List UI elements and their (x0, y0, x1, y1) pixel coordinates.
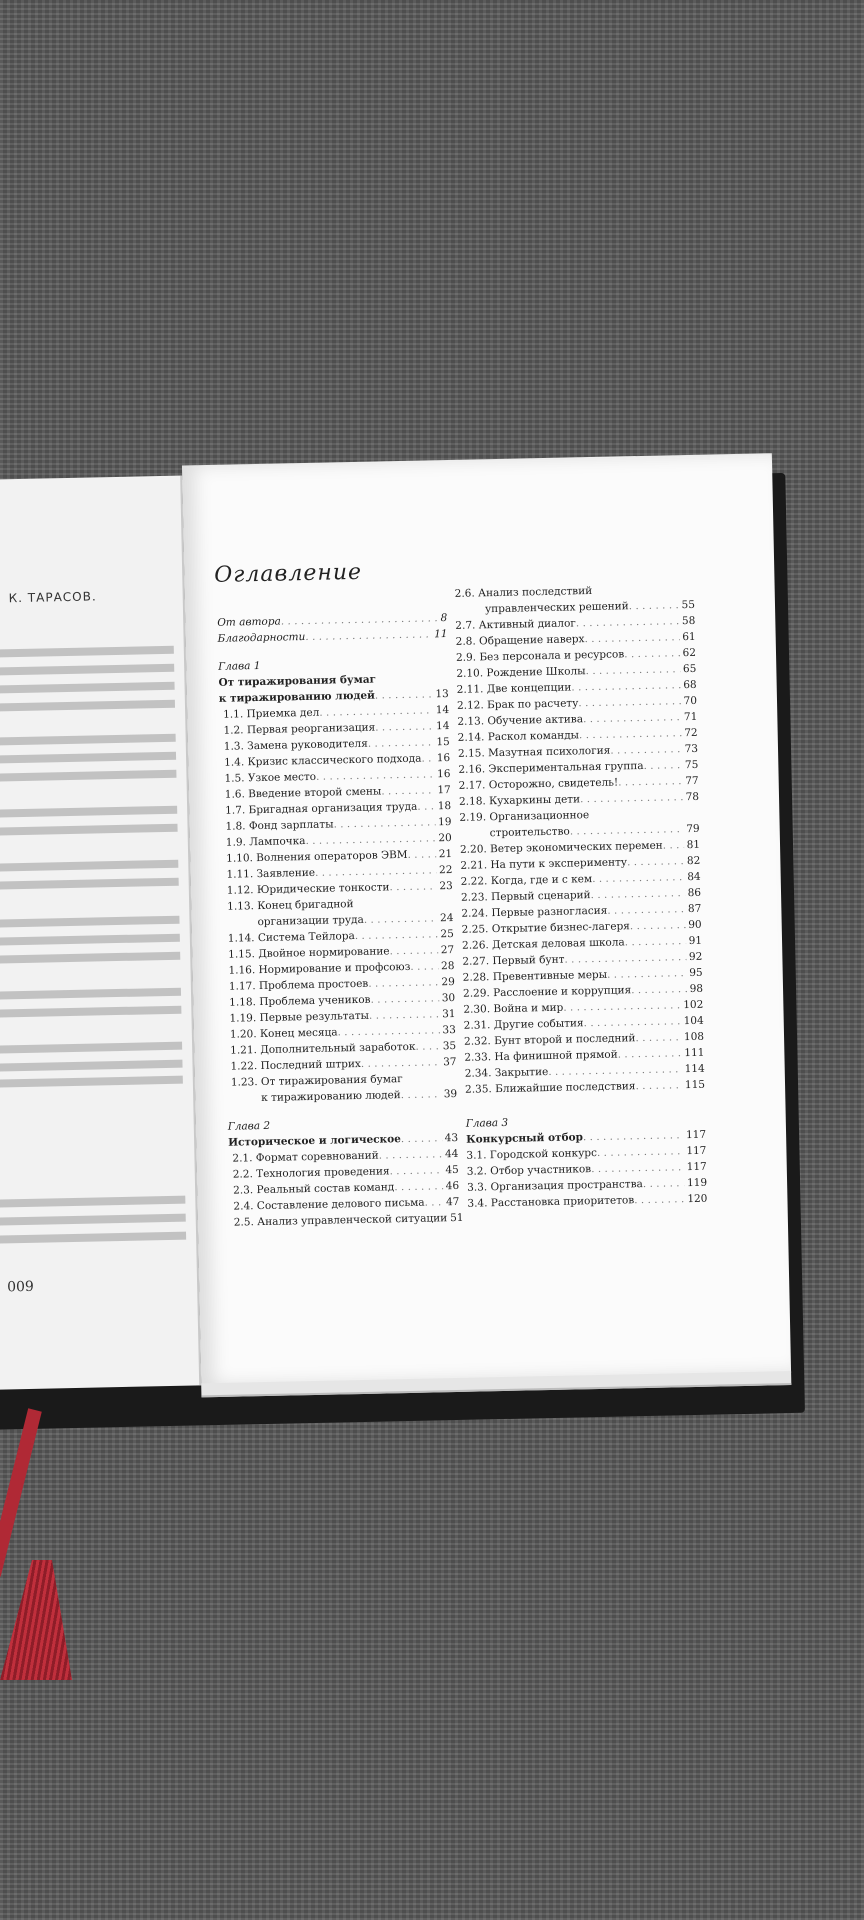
toc-entry: 2.26. Детская деловая школа . . . 91 (462, 933, 702, 954)
toc-entry: 2.1. Формат соревнований . . . 44 (228, 1146, 458, 1167)
toc-entry: 3.2. Отбор участников . . . 117 (467, 1159, 707, 1180)
toc-entry: 2.11. Две концепции . . . 68 (457, 677, 697, 698)
toc-title: Оглавление (213, 559, 363, 588)
toc-entry: 3.1. Городской конкурс . . . 117 (466, 1143, 706, 1164)
toc-entry: управленческих решений . . . 55 (455, 597, 695, 618)
toc-entry: 2.27. Первый бунт . . . 92 (462, 949, 702, 970)
toc-entry: 1.14. Система Тейлора . . . 25 (224, 926, 454, 947)
toc-entry: 3.4. Расстановка приоритетов . . . 120 (467, 1191, 707, 1212)
left-page-text-line (0, 1042, 182, 1054)
left-page-text-line (0, 824, 178, 836)
left-page-text-line (0, 770, 176, 782)
toc-entry: 2.34. Закрытие . . . 114 (465, 1061, 705, 1082)
toc-entry: 2.23. Первый сценарий . . . 86 (461, 885, 701, 906)
toc-entry: 2.22. Когда, где и с кем . . . 84 (461, 869, 701, 890)
toc-entry: 2.13. Обучение актива . . . 71 (457, 709, 697, 730)
left-page-text-line (0, 988, 181, 1000)
toc-entry: 2.35. Ближайшие последствия . . . 115 (465, 1077, 705, 1098)
chapter-title: От тиражирования бумаг (218, 673, 377, 689)
toc-entry: 1.12. Юридические тонкости . . . 23 (223, 878, 453, 899)
toc-entry: 1.20. Конец месяца . . . 33 (226, 1022, 456, 1043)
toc-entry: 2.20. Ветер экономических перемен . . . 81 (460, 837, 700, 858)
chapter-label: Глава 3 (465, 1116, 509, 1130)
left-page-text-line (0, 916, 180, 928)
left-page-text-line (0, 752, 176, 764)
toc-entry: 1.21. Дополнительный заработок . . . 35 (226, 1038, 456, 1059)
toc-entry-line: 2.19. Организационное (459, 809, 590, 824)
toc-entry: 2.17. Осторожно, свидетель! . . . 77 (459, 773, 699, 794)
toc-entry: 2.4. Составление делового письма . . . 47 (229, 1194, 459, 1215)
toc-entry: 1.11. Заявление . . . 22 (222, 862, 452, 883)
toc-entry: 1.16. Нормирование и профсоюз . . . 28 (224, 958, 454, 979)
toc-entry: 2.3. Реальный состав команд . . . 46 (229, 1178, 459, 1199)
toc-entry: 2.30. Война и мир . . . 102 (463, 997, 703, 1018)
toc-entry: 1.2. Первая реорганизация . . . 14 (219, 718, 449, 739)
left-page-text-line (0, 806, 177, 818)
toc-entry: 2.29. Расслоение и коррупция . . . 98 (463, 981, 703, 1002)
left-page-text-line (0, 1060, 183, 1072)
toc-entry: 2.32. Бунт второй и последний . . . 108 (464, 1029, 704, 1050)
toc-entry: 1.18. Проблема учеников . . . 30 (225, 990, 455, 1011)
toc-entry-line: 2.6. Анализ последствий (454, 584, 593, 600)
toc-column-right (455, 581, 708, 1212)
chapter-title-entry: Историческое и логическое . . . 43 (228, 1130, 458, 1151)
toc-entry: 1.7. Бригадная организация труда . . . 18 (221, 798, 451, 819)
chapter-label: Глава 1 (218, 659, 261, 673)
left-page-text-line (0, 934, 180, 946)
toc-entry: 1.1. Приемка дел . . . 14 (219, 702, 449, 723)
left-page-text-line (0, 1214, 186, 1226)
left-page-year: 009 (6, 1278, 35, 1296)
left-page-author: К. ТАРАСОВ. (8, 589, 97, 606)
toc-entry: 2.15. Мазутная психология . . . 73 (458, 741, 698, 762)
toc-entry: 2.33. На финишной прямой . . . 111 (464, 1045, 704, 1066)
toc-entry: 2.5. Анализ управленческой ситуации . . . 51 (230, 1210, 460, 1231)
toc-entry: 2.16. Экспериментальная группа . . . 75 (458, 757, 698, 778)
toc-entry: 1.15. Двойное нормирование . . . 27 (224, 942, 454, 963)
toc-entry: 2.2. Технология проведения . . . 45 (229, 1162, 459, 1183)
toc-entry: к тиражированию людей . . . 39 (227, 1086, 457, 1107)
toc-entry: 2.18. Кухаркины дети . . . 78 (459, 789, 699, 810)
toc-entry: 1.6. Введение второй смены . . . 17 (221, 782, 451, 803)
toc-entry: 1.9. Лампочка . . . 20 (222, 830, 452, 851)
open-book (0, 452, 840, 1450)
left-page-text-line (0, 700, 175, 712)
toc-entry: 2.9. Без персонала и ресурсов . . . 62 (456, 645, 696, 666)
left-page-text-line (0, 1006, 181, 1018)
toc-column-left (217, 610, 464, 1231)
toc-entry: Благодарности . . . 11 (217, 626, 447, 647)
toc-entry: 1.4. Кризис классического подхода . . . 16 (220, 750, 450, 771)
left-page-text-line (0, 1196, 185, 1208)
toc-entry: От автора . . . 8 (217, 610, 447, 631)
toc-entry: 2.31. Другие события . . . 104 (464, 1013, 704, 1034)
left-page-text-line (0, 952, 180, 964)
toc-entry: 2.10. Рождение Школы . . . 65 (456, 661, 696, 682)
toc-entry: 2.24. Первые разногласия . . . 87 (461, 901, 701, 922)
toc-entry: 3.3. Организация пространства . . . 119 (467, 1175, 707, 1196)
chapter-title-entry: к тиражированию людей . . . 13 (219, 686, 449, 707)
toc-entry: 2.8. Обращение наверх . . . 61 (456, 629, 696, 650)
toc-entry: 2.25. Открытие бизнес-лагеря . . . 90 (462, 917, 702, 938)
left-page-text-line (0, 1232, 186, 1244)
toc-entry: 1.17. Проблема простоев . . . 29 (225, 974, 455, 995)
toc-entry: 1.8. Фонд зарплаты . . . 19 (221, 814, 451, 835)
left-page-text-line (0, 664, 174, 676)
toc-entry: строительство . . . 79 (460, 821, 700, 842)
left-page-text-line (0, 734, 176, 746)
toc-page (182, 453, 791, 1385)
left-page-text-line (0, 682, 175, 694)
left-page-text-line (0, 878, 179, 890)
toc-entry: 1.19. Первые результаты . . . 31 (225, 1006, 455, 1027)
toc-entry: 1.22. Последний штрих . . . 37 (226, 1054, 456, 1075)
chapter-label: Глава 2 (227, 1119, 271, 1133)
toc-entry-line: 1.13. Конец бригадной (227, 898, 354, 913)
chapter-title-entry: Конкурсный отбор . . . 117 (466, 1127, 706, 1148)
toc-entry: 1.3. Замена руководителя . . . 15 (220, 734, 450, 755)
left-page-text-line (0, 860, 178, 872)
left-page (0, 476, 201, 1390)
toc-entry-line: 1.23. От тиражирования бумаг (230, 1073, 403, 1089)
toc-entry: 2.28. Превентивные меры . . . 95 (463, 965, 703, 986)
left-page-text-line (0, 1076, 183, 1088)
toc-entry: 2.7. Активный диалог . . . 58 (455, 613, 695, 634)
toc-entry: 1.10. Волнения операторов ЭВМ . . . 21 (222, 846, 452, 867)
toc-entry: организации труда . . . 24 (223, 910, 453, 931)
toc-entry: 2.21. На пути к эксперименту . . . 82 (460, 853, 700, 874)
left-page-text-line (0, 646, 174, 658)
toc-entry: 2.12. Брак по расчету . . . 70 (457, 693, 697, 714)
toc-entry: 1.5. Узкое место . . . 16 (220, 766, 450, 787)
toc-entry: 2.14. Раскол команды . . . 72 (458, 725, 698, 746)
